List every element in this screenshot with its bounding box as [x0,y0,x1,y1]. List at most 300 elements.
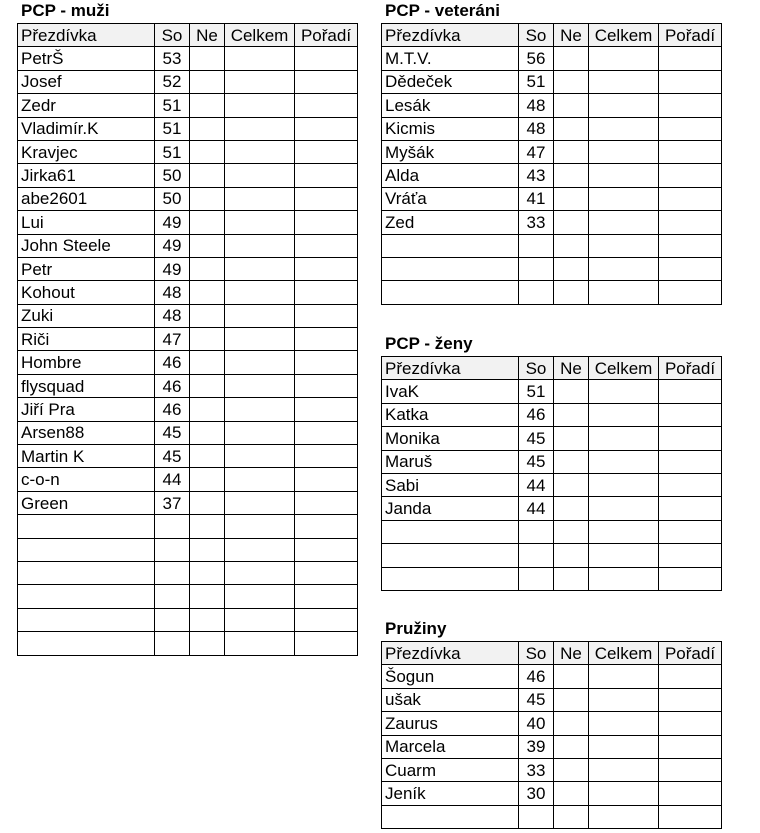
table-row [382,450,722,473]
cell-poradi [659,234,722,257]
cell-ne [554,281,589,304]
cell-celkem [589,473,659,496]
cell-nickname: Green [18,491,155,514]
cell-ne [190,211,225,234]
table-header-row [18,24,358,47]
cell-celkem [225,632,295,655]
cell-celkem [225,281,295,304]
cell-so [519,234,554,257]
cell-nickname: Lesák [382,94,519,117]
cell-nickname: Myšák [382,140,519,163]
table-row [382,187,722,210]
cell-poradi [659,281,722,304]
cell-nickname: IvaK [382,380,519,403]
cell-ne [554,520,589,543]
cell-celkem [225,538,295,561]
cell-so: 51 [519,380,554,403]
table-row [382,403,722,426]
cell-nickname: Zed [382,211,519,234]
header-celkem: Celkem [589,24,659,47]
table-row [18,585,358,608]
table-title: Pružiny [385,619,447,638]
table-header-row [382,357,722,380]
cell-ne [190,281,225,304]
cell-so: 47 [155,328,190,351]
cell-poradi [659,257,722,280]
table-row [18,351,358,374]
cell-ne [554,473,589,496]
cell-so: 45 [519,688,554,711]
cell-poradi [659,403,722,426]
header-poradi: Pořadí [295,24,358,47]
cell-so: 46 [519,665,554,688]
cell-celkem [225,117,295,140]
cell-ne [554,187,589,210]
cell-poradi [295,538,358,561]
cell-so: 37 [155,491,190,514]
cell-celkem [589,47,659,70]
cell-nickname: Hombre [18,351,155,374]
cell-nickname: Monika [382,427,519,450]
cell-poradi [295,608,358,631]
cell-celkem [225,94,295,117]
header-nickname: Přezdívka [382,24,519,47]
cell-celkem [225,421,295,444]
cell-poradi [659,735,722,758]
cell-nickname: Jiří Pra [18,398,155,421]
cell-nickname: Jeník [382,782,519,805]
cell-poradi [295,187,358,210]
cell-poradi [295,351,358,374]
cell-poradi [659,47,722,70]
cell-celkem [589,805,659,828]
cell-nickname: Zedr [18,94,155,117]
cell-poradi [295,94,358,117]
table-row [18,281,358,304]
cell-so: 49 [155,234,190,257]
cell-nickname: Vráťa [382,187,519,210]
cell-so: 51 [155,117,190,140]
table-row [382,47,722,70]
cell-celkem [589,187,659,210]
table-row [382,234,722,257]
header-nickname: Přezdívka [18,24,155,47]
cell-nickname [382,567,519,590]
cell-ne [554,735,589,758]
cell-celkem [225,585,295,608]
cell-nickname [382,281,519,304]
table-row [18,632,358,655]
cell-ne [554,567,589,590]
cell-poradi [295,70,358,93]
cell-celkem [589,688,659,711]
cell-nickname: Zuki [18,304,155,327]
cell-so: 53 [155,47,190,70]
cell-so [155,561,190,584]
cell-nickname [18,561,155,584]
cell-ne [554,140,589,163]
cell-so: 51 [155,140,190,163]
cell-poradi [295,398,358,421]
cell-poradi [295,117,358,140]
cell-poradi [659,140,722,163]
table-row [382,473,722,496]
cell-nickname: Zaurus [382,712,519,735]
cell-poradi [659,427,722,450]
cell-ne [190,70,225,93]
cell-ne [190,608,225,631]
cell-celkem [589,403,659,426]
cell-ne [554,450,589,473]
cell-nickname: Josef [18,70,155,93]
table-row [382,688,722,711]
cell-so [155,608,190,631]
cell-celkem [589,211,659,234]
cell-celkem [225,491,295,514]
cell-poradi [659,117,722,140]
cell-poradi [295,257,358,280]
cell-so: 44 [519,473,554,496]
cell-nickname: Arsen88 [18,421,155,444]
cell-ne [554,758,589,781]
cell-poradi [295,632,358,655]
cell-celkem [589,758,659,781]
table-row [382,735,722,758]
cell-poradi [659,544,722,567]
cell-poradi [659,94,722,117]
table-row [382,140,722,163]
cell-ne [190,117,225,140]
table-row [382,497,722,520]
header-ne: Ne [554,24,589,47]
cell-poradi [295,445,358,468]
cell-nickname: Katka [382,403,519,426]
score-table [17,23,358,656]
cell-ne [554,211,589,234]
cell-celkem [225,561,295,584]
cell-so: 40 [519,712,554,735]
cell-nickname: Maruš [382,450,519,473]
cell-so: 48 [155,281,190,304]
cell-celkem [225,304,295,327]
header-celkem: Celkem [589,357,659,380]
cell-celkem [225,608,295,631]
cell-ne [554,47,589,70]
cell-celkem [225,47,295,70]
cell-ne [554,234,589,257]
cell-poradi [295,234,358,257]
cell-poradi [659,665,722,688]
cell-poradi [295,164,358,187]
table-header-row [382,642,722,665]
cell-celkem [225,351,295,374]
cell-so: 44 [519,497,554,520]
cell-celkem [589,257,659,280]
table-row [382,164,722,187]
cell-nickname: PetrŠ [18,47,155,70]
cell-nickname: John Steele [18,234,155,257]
cell-so: 46 [155,398,190,421]
cell-poradi [659,520,722,543]
cell-so [155,632,190,655]
cell-so: 49 [155,211,190,234]
cell-ne [190,468,225,491]
cell-poradi [659,164,722,187]
cell-ne [190,47,225,70]
cell-celkem [225,257,295,280]
cell-poradi [295,328,358,351]
cell-ne [190,304,225,327]
cell-so: 45 [155,421,190,444]
cell-celkem [225,70,295,93]
cell-ne [190,538,225,561]
table-block-zeny [381,334,722,591]
cell-nickname: ušak [382,688,519,711]
table-row [18,257,358,280]
cell-poradi [659,782,722,805]
cell-celkem [589,234,659,257]
table-row [18,515,358,538]
score-table [381,356,722,591]
table-row [18,421,358,444]
cell-so [155,585,190,608]
cell-so: 33 [519,758,554,781]
header-celkem: Celkem [225,24,295,47]
header-ne: Ne [554,357,589,380]
cell-celkem [589,427,659,450]
cell-ne [190,515,225,538]
cell-celkem [589,497,659,520]
cell-nickname [382,257,519,280]
table-row [382,427,722,450]
cell-nickname [18,515,155,538]
cell-poradi [659,450,722,473]
table-row [382,281,722,304]
cell-celkem [225,328,295,351]
cell-ne [554,805,589,828]
cell-celkem [589,520,659,543]
table-row [382,257,722,280]
cell-poradi [295,281,358,304]
header-so: So [519,642,554,665]
cell-so: 46 [519,403,554,426]
table-row [382,520,722,543]
cell-poradi [295,561,358,584]
cell-so: 39 [519,735,554,758]
table-row [382,805,722,828]
cell-ne [554,712,589,735]
cell-ne [190,491,225,514]
cell-nickname: Vladimír.K [18,117,155,140]
table-row [18,491,358,514]
cell-ne [190,94,225,117]
cell-celkem [589,712,659,735]
table-title: PCP - muži [21,1,110,20]
table-block-veterani [381,1,722,305]
cell-ne [554,782,589,805]
cell-nickname: Janda [382,497,519,520]
cell-so: 48 [519,117,554,140]
cell-celkem [589,544,659,567]
cell-so: 50 [155,187,190,210]
table-row [18,304,358,327]
table-row [18,468,358,491]
cell-celkem [225,468,295,491]
cell-nickname [382,520,519,543]
cell-so: 45 [519,450,554,473]
score-table [381,641,722,829]
table-block-muzi [17,1,358,656]
header-nickname: Přezdívka [382,357,519,380]
table-row [18,47,358,70]
cell-celkem [225,164,295,187]
cell-poradi [295,585,358,608]
cell-ne [190,164,225,187]
header-so: So [519,24,554,47]
cell-celkem [225,445,295,468]
header-so: So [519,357,554,380]
table-row [18,140,358,163]
cell-nickname: Šogun [382,665,519,688]
cell-ne [554,544,589,567]
cell-celkem [589,665,659,688]
table-row [382,70,722,93]
table-title: PCP - ženy [385,334,473,353]
cell-poradi [659,380,722,403]
cell-so [519,281,554,304]
table-row [18,70,358,93]
table-row [382,567,722,590]
table-row [18,94,358,117]
cell-so: 51 [155,94,190,117]
cell-nickname: Kravjec [18,140,155,163]
cell-celkem [589,567,659,590]
cell-celkem [225,515,295,538]
cell-poradi [659,805,722,828]
header-celkem: Celkem [589,642,659,665]
cell-ne [554,257,589,280]
cell-nickname: Jirka61 [18,164,155,187]
cell-celkem [589,94,659,117]
header-ne: Ne [554,642,589,665]
cell-celkem [225,211,295,234]
cell-celkem [589,117,659,140]
cell-nickname [18,632,155,655]
cell-poradi [659,712,722,735]
table-row [18,398,358,421]
table-row [382,782,722,805]
cell-so: 30 [519,782,554,805]
cell-poradi [295,491,358,514]
cell-ne [190,187,225,210]
cell-nickname [382,805,519,828]
table-row [18,374,358,397]
cell-so: 51 [519,70,554,93]
cell-so: 45 [155,445,190,468]
cell-poradi [295,421,358,444]
cell-nickname: Lui [18,211,155,234]
cell-nickname: Sabi [382,473,519,496]
cell-poradi [295,468,358,491]
table-block-pruziny [381,619,722,829]
cell-ne [554,403,589,426]
cell-so [519,520,554,543]
header-nickname: Přezdívka [382,642,519,665]
cell-so [519,805,554,828]
table-row [382,712,722,735]
table-row [18,608,358,631]
cell-celkem [589,164,659,187]
header-so: So [155,24,190,47]
table-row [18,164,358,187]
cell-poradi [295,211,358,234]
cell-so [519,544,554,567]
table-row [18,445,358,468]
cell-poradi [659,70,722,93]
cell-celkem [225,398,295,421]
cell-ne [554,94,589,117]
cell-so: 33 [519,211,554,234]
cell-celkem [589,70,659,93]
cell-ne [190,585,225,608]
header-poradi: Pořadí [659,24,722,47]
cell-celkem [225,187,295,210]
table-row [382,544,722,567]
cell-so [519,567,554,590]
table-row [382,665,722,688]
score-table [381,23,722,305]
cell-so [155,515,190,538]
cell-ne [554,164,589,187]
cell-poradi [295,47,358,70]
cell-nickname: Petr [18,257,155,280]
cell-nickname [382,544,519,567]
cell-so [519,257,554,280]
cell-poradi [295,140,358,163]
cell-nickname [18,585,155,608]
cell-ne [554,497,589,520]
cell-nickname: Dědeček [382,70,519,93]
cell-poradi [659,473,722,496]
cell-nickname: Martin K [18,445,155,468]
cell-poradi [659,758,722,781]
cell-nickname: Marcela [382,735,519,758]
table-row [18,187,358,210]
cell-celkem [589,782,659,805]
cell-poradi [295,304,358,327]
cell-ne [190,445,225,468]
cell-celkem [589,735,659,758]
table-title: PCP - veteráni [385,1,500,20]
table-row [382,94,722,117]
cell-so: 46 [155,351,190,374]
cell-so: 43 [519,164,554,187]
cell-ne [190,140,225,163]
cell-nickname: c-o-n [18,468,155,491]
cell-nickname: Alda [382,164,519,187]
cell-so [155,538,190,561]
cell-so: 45 [519,427,554,450]
table-row [18,234,358,257]
cell-nickname [18,538,155,561]
cell-nickname: Cuarm [382,758,519,781]
table-row [382,380,722,403]
cell-ne [554,380,589,403]
cell-poradi [659,688,722,711]
cell-celkem [589,281,659,304]
cell-celkem [225,374,295,397]
cell-ne [190,328,225,351]
